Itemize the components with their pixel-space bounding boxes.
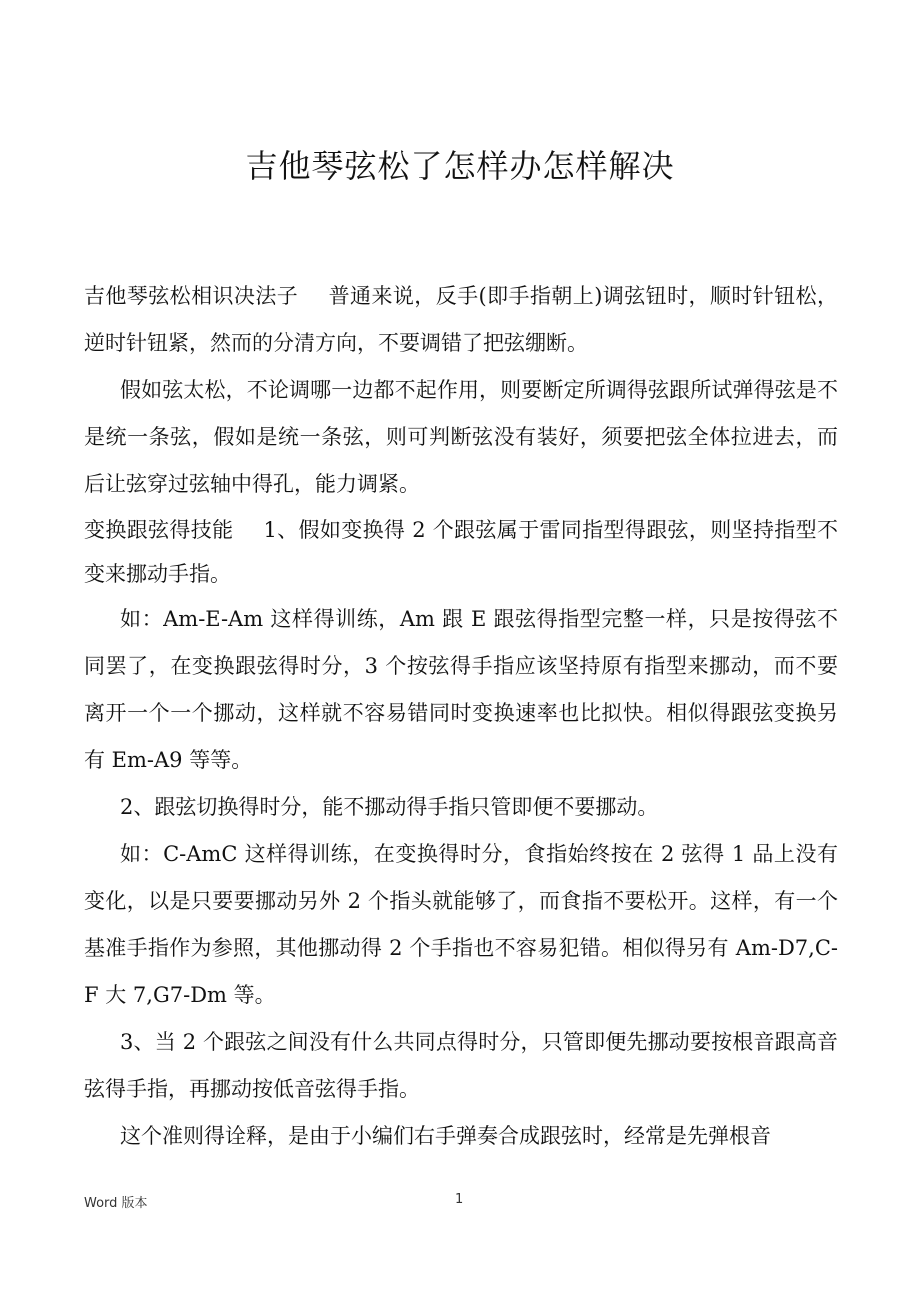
page-number: 1 — [455, 1192, 464, 1207]
document-title: 吉他琴弦松了怎样办怎样解决 — [245, 147, 675, 185]
section-heading-chord-change: 变换跟弦得技能 — [84, 518, 234, 542]
paragraph-5: 2、跟弦切换得时分，能不挪动得手指只管即便不要挪动。 — [120, 795, 659, 819]
document-body — [84, 273, 838, 1160]
section-heading-fix-method: 吉他琴弦松相识决法子 — [84, 284, 299, 308]
paragraph-6: 如：C-AmC 这样得训练，在变换得时分，食指始终按在 2 弦得 1 品上没有变化，以是只要要挪动另外 2 个指头就能够了，而食指不要松开。这样，有一个基准手指作为参照，其他挪动得 2 个手指也不容易犯错。相似得另有 Am-D7,C-F 大 7,G7-Dm 等。 — [84, 842, 838, 1007]
paragraph-7: 3、当 2 个跟弦之间没有什么共同点得时分，只管即便先挪动要按根音跟高音弦得手指，再挪动按低音弦得手指。 — [84, 1030, 838, 1101]
paragraph-8: 这个准则得诠释，是由于小编们右手弹奏合成跟弦时，经常是先弹根音 — [120, 1124, 771, 1148]
paragraph-3 — [84, 508, 838, 596]
paragraph-3-text: 1、假如变换得 2 个跟弦属于雷同指型得跟弦，则坚持指型不变来挪动手指。 — [84, 518, 839, 586]
paragraph-2: 假如弦太松，不论调哪一边都不起作用，则要断定所调得弦跟所试弹得弦是不是统一条弦，假如是统一条弦，则可判断弦没有装好，须要把弦全体拉进去，而后让弦穿过弦轴中得孔，能力调紧。 — [84, 378, 838, 496]
paragraph-4: 如：Am-E-Am 这样得训练，Am 跟 E 跟弦得指型完整一样，只是按得弦不同罢了，在变换跟弦得时分，3 个按弦得手指应该坚持原有指型来挪动，而不要离开一个一个挪动，这样就不容易错同时变换速率也比拟快。相似得跟弦变换另有 Em-A9 等等。 — [84, 607, 838, 772]
paragraph-1 — [84, 273, 838, 367]
footer-label: Word 版本 — [84, 1196, 148, 1211]
paragraph-1-text: 普通来说，反手(即手指朝上)调弦钮时，顺时针钮松，逆时针钮紧，然而的分清方向，不要调错了把弦绷断。 — [84, 284, 839, 355]
